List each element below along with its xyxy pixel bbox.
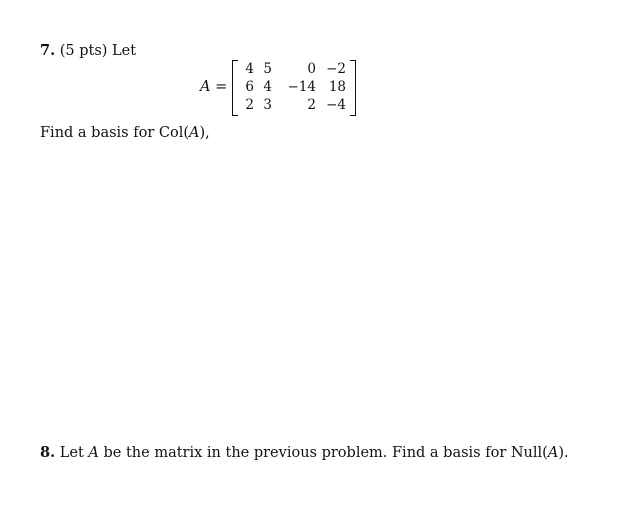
problem-8-text-mid: be the matrix in the previous problem. Find a basis for Null( (98, 445, 548, 461)
problem-8-number: 8. (40, 444, 56, 461)
problem-7-header (40, 44, 136, 59)
problem-8-var1: A (88, 445, 99, 461)
question-text-pre: Find a basis for Col( (40, 125, 189, 141)
problem-7-number: 7. (40, 42, 56, 59)
problem-8-text-post: ). (558, 445, 569, 461)
problem-8-statement (40, 446, 569, 461)
matrix-cell: 2 (245, 97, 254, 113)
matrix-cell: −14 (287, 79, 316, 95)
problem-7-points: (5 pts) Let (59, 43, 137, 59)
matrix-left-bracket (232, 60, 238, 116)
matrix-definition-label (200, 80, 227, 95)
matrix-A (232, 60, 358, 118)
matrix-cell: −2 (326, 61, 346, 77)
matrix-cell: 0 (307, 61, 316, 77)
problem-7-question (40, 126, 210, 141)
matrix-cell: 6 (245, 79, 254, 95)
matrix-cell: 18 (328, 79, 346, 95)
matrix-cell: 5 (263, 61, 272, 77)
matrix-cell: −4 (326, 97, 346, 113)
equals-sign: = (215, 79, 228, 95)
problem-8-var2: A (547, 445, 559, 461)
matrix-cell: 3 (263, 97, 272, 113)
question-var: A (189, 125, 200, 141)
matrix-cell: 4 (263, 79, 272, 95)
question-text-post: ), (199, 125, 210, 141)
matrix-right-bracket (350, 60, 356, 116)
matrix-name: A (200, 79, 211, 95)
problem-8-text-pre: Let (55, 445, 89, 461)
matrix-cell: 4 (245, 61, 254, 77)
matrix-cell: 2 (307, 97, 316, 113)
